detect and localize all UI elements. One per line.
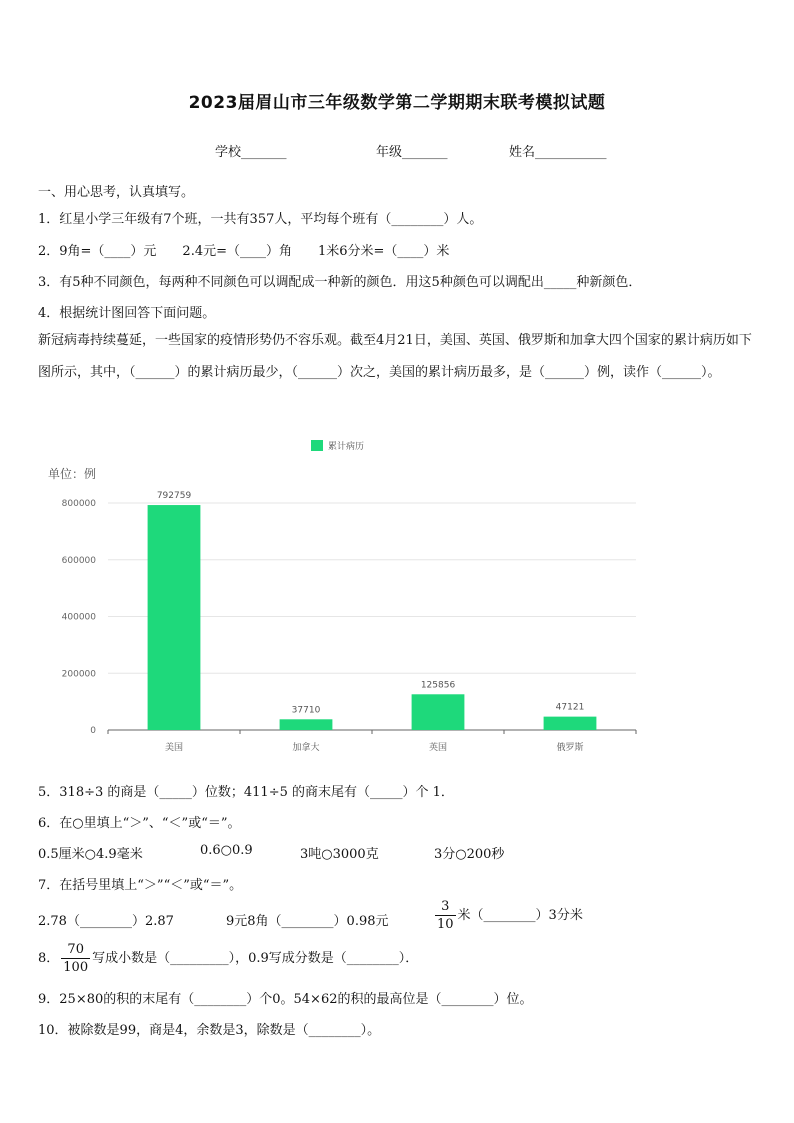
y-tick-label: 0 [90,726,96,736]
y-axis-unit-label: 单位：例 [48,467,97,481]
question-6: 6．在○里填上“＞”、“＜”或“＝”。 [38,816,241,831]
x-tick-label: 美国 [164,743,184,753]
question-3: 3．有5种不同颜色，每两种不同颜色可以调配成一种新的颜色．用这5种颜色可以调配出_____种新颜色． [38,275,642,290]
data-label: 47121 [555,702,585,713]
question-7: 7．在括号里填上“＞”“＜”或“＝”。 [38,878,243,893]
q6-item-4: 3分○200秒 [434,847,505,862]
q7-item-c [433,898,583,933]
q6-item-1: 0.5厘米○4.9毫米 [38,847,143,862]
page-title: 2023届眉山市三年级数学第二学期期末联考模拟试题 [188,93,606,113]
q8-prefix: 8． [38,951,60,966]
grade-field: 年级_______ [376,145,448,160]
question-9: 9．25×80的积的末尾有（________）个0。54×62的积的最高位是（________）位。 [38,992,533,1007]
data-label: 792759 [156,491,192,502]
question-5: 5．318÷3 的商是（_____）位数；411÷5 的商末尾有（_____）个 1． [38,785,454,800]
fraction-denominator: 100 [63,960,89,975]
name-field: 姓名___________ [509,145,607,160]
data-label: 125856 [420,680,456,691]
x-tick-label: 英国 [428,743,448,753]
q7-item-c-text: 米（________）3分米 [457,908,583,923]
legend-swatch [311,440,323,451]
question-10: 10．被除数是99，商是4，余数是3，除数是（________）。 [38,1023,381,1038]
question-2: 2．9角=（____）元 2.4元=（____）角 1米6分米=（____）米 [38,244,450,259]
fraction [61,941,90,976]
legend-label: 累计病历 [328,442,365,452]
bar [148,505,201,730]
fraction [435,898,456,933]
y-tick-label: 200000 [61,669,96,680]
fraction-numerator: 3 [435,898,456,916]
data-label: 37710 [291,705,321,716]
x-tick-label: 俄罗斯 [556,743,584,753]
school-field: 学校_______ [215,145,287,160]
question-8 [38,941,418,976]
bar [280,719,333,730]
fraction-denominator: 10 [437,917,454,932]
y-tick-label: 600000 [61,555,96,566]
question-4-text: 新冠病毒持续蔓延，一些国家的疫情形势仍不容乐观。截至4月21日，美国、英国、俄罗斯和加拿大四个国家的累计病历如下图所示，其中，（______）的累计病历最少，（______）次之，美国的累计病历最多，是（______）例，读作（______）。 [38,333,752,380]
q6-item-2: 0.6○0.9 [200,843,253,858]
x-tick-label: 加拿大 [292,743,320,753]
section-heading: 一、用心思考，认真填写。 [38,185,195,200]
q8-text: 写成小数是（_________），0.9写成分数是（________）． [92,951,419,966]
question-4: 4．根据统计图回答下面问题。 [38,306,216,321]
question-1: 1．红星小学三年级有7个班，一共有357人，平均每个班有（________）人。 [38,212,483,227]
fraction-numerator: 70 [61,941,90,959]
y-tick-label: 400000 [61,612,96,623]
q6-item-3: 3吨○3000克 [300,847,379,862]
q7-item-a: 2.78（________）2.87 [38,914,174,929]
bar-chart [30,425,650,760]
bar [412,694,465,730]
y-tick-label: 800000 [61,499,96,509]
bar [544,717,597,730]
q7-item-b: 9元8角（________）0.98元 [226,914,389,929]
